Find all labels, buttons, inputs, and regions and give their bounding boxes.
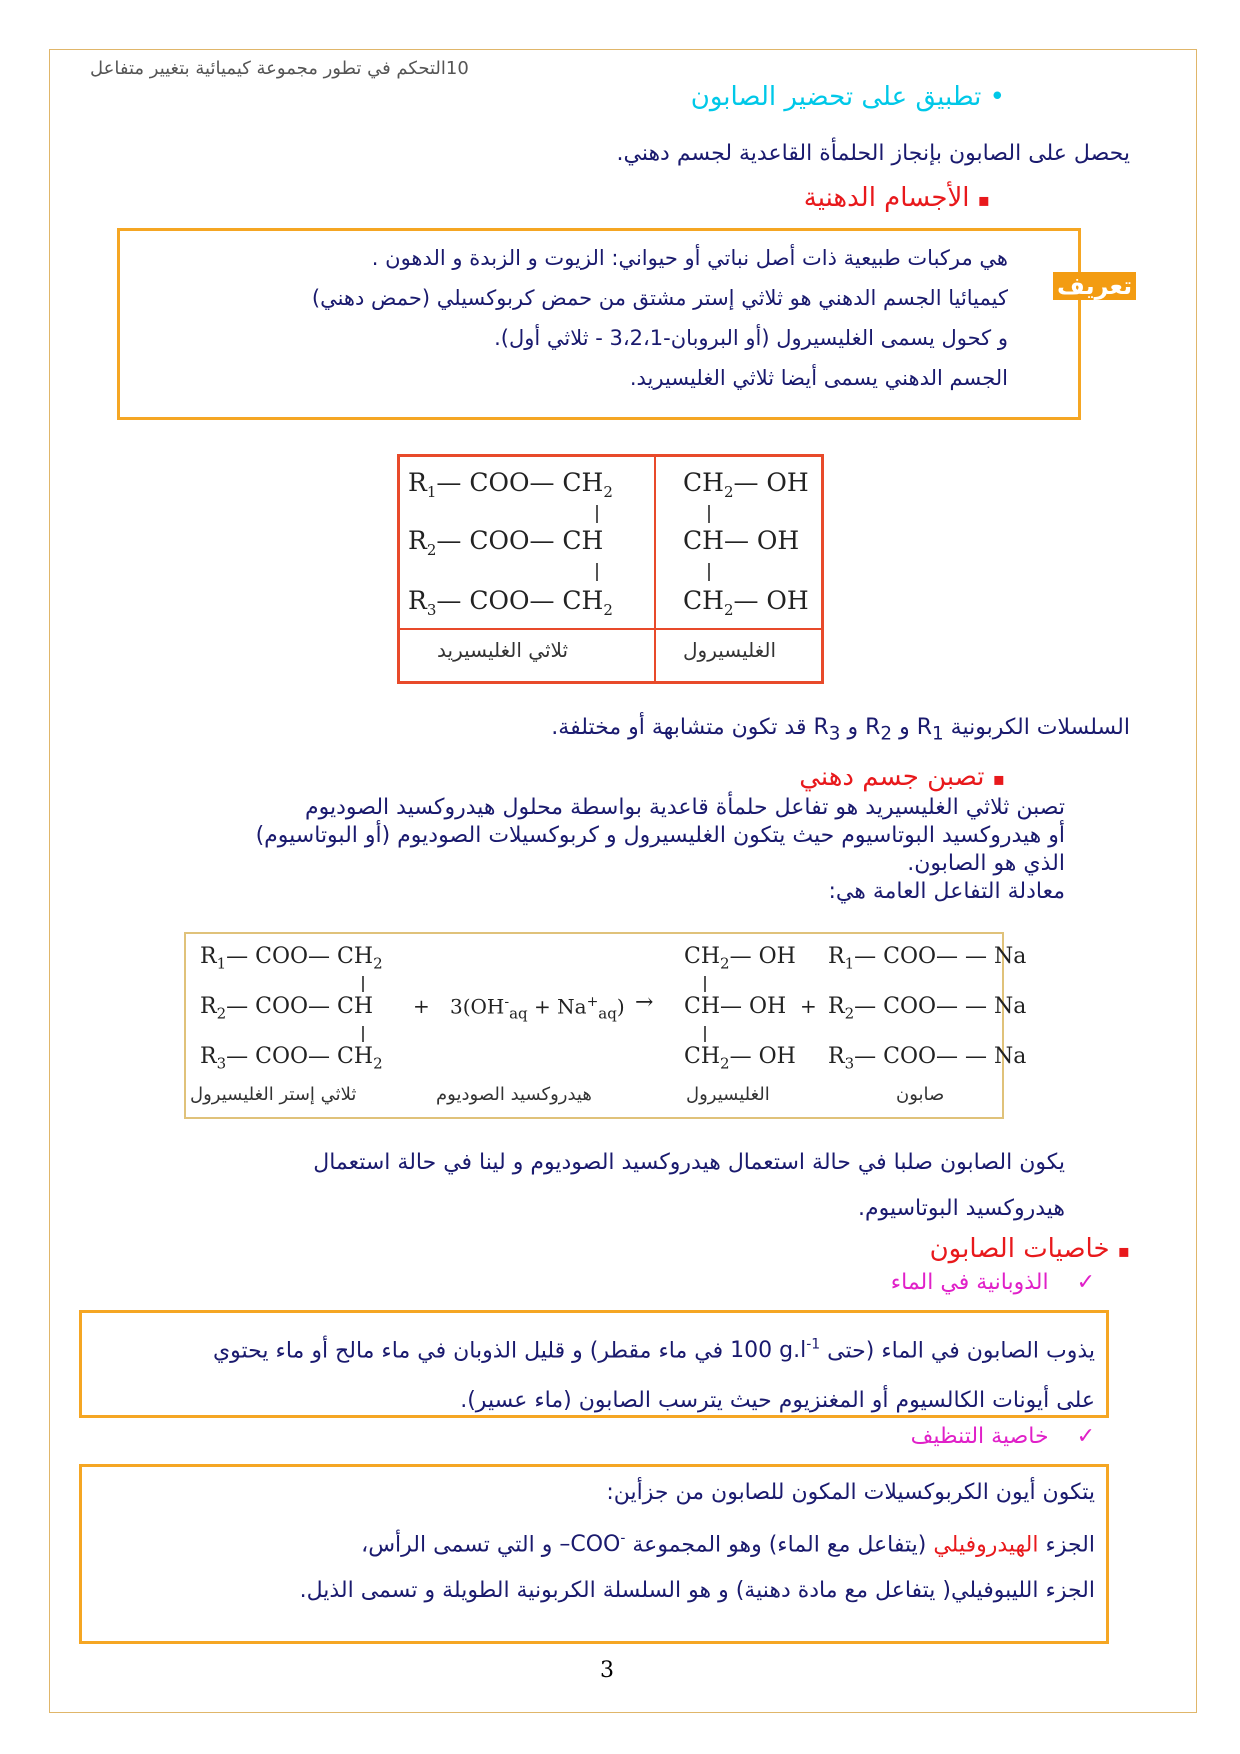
bond-line (708, 563, 710, 581)
eq-gly-row-3: $CH_2—$ OH (684, 1044, 796, 1073)
bullet: ▪ (992, 769, 1005, 790)
eq-soap-row-1: $R_1—$ COO— — Na (828, 944, 1027, 973)
eq-soap-row-3: $R_3—$ COO— — Na (828, 1044, 1027, 1073)
eq-gly-row-2: CH— OH (684, 994, 787, 1019)
soap-state-text: يكون الصابون صلبا في حالة استعمال هيدروكسيد الصوديوم و لينا في حالة استعمال هيدروكسيد البوتاسيوم. (313, 1150, 1065, 1221)
eq-gly-row-1: $CH_2—$ OH (684, 944, 796, 973)
definition-line: و كحول يسمى الغليسيرول (أو البروبان-3،2،1 - ثلاثي أول). (494, 326, 1008, 350)
plus-sign: + (800, 994, 817, 1018)
definition-text (312, 238, 1008, 398)
glycerol-label: الغليسيرول (683, 638, 777, 662)
bond-line (704, 1026, 706, 1042)
definition-line: هي مركبات طبيعية ذات أصل نباتي أو حيواني: الزيوت و الزبدة و الدهون . (371, 246, 1008, 270)
table-divider (399, 628, 822, 630)
eq-label-hydroxide: هيدروكسيد الصوديوم (436, 1084, 592, 1105)
check-icon: ✓ (1076, 1424, 1095, 1449)
bond-line (362, 976, 364, 992)
plus-sign: + (413, 994, 430, 1018)
gly-row-2: CH— OH (683, 526, 800, 555)
section-title-text: خاصيات الصابون (929, 1234, 1110, 1264)
chains-note: السلسلات الكربونية $R_1$ و $R_2$ و $R_3$ قد تكون متشابهة أو مختلفة. (551, 715, 1130, 745)
section-title-properties (930, 1234, 1130, 1264)
hydroxide-reagent: $3(OH^-_{aq} + Na^+_{aq})$ (450, 994, 625, 1023)
tri-row-1: $R_1—$ COO— $CH_2$ (408, 468, 613, 501)
saponification-text: تصبن ثلاثي الغليسيريد هو تفاعل حلمأة قاعدية بواسطة محلول هيدروكسيد الصوديوم أو هيدروكسيد البوتاسيوم حيث يتكون الغليسيرول و كربوكسيلات الصوديوم (أو البوتاسيوم) الذي هو الصابون. معادلة التفاعل العامة هي: (255, 795, 1065, 904)
tri-row-3: $R_3—$ COO— $CH_2$ (408, 586, 613, 619)
definition-line: كيميائيا الجسم الدهني هو ثلاثي إستر مشتق من حمض كربوكسيلي (حمض دهني) (311, 286, 1008, 310)
check-icon: ✓ (1076, 1270, 1095, 1295)
intro-paragraph: يحصل على الصابون بإنجاز الحلمأة القاعدية لجسم دهني. (616, 141, 1130, 166)
bond-line (596, 563, 598, 581)
page-header: 10التحكم في تطور مجموعة كيميائية بتغيير متفاعل (90, 58, 469, 79)
section-title-text: الأجسام الدهنية (803, 183, 970, 213)
eq-label-glycerol: الغليسيرول (686, 1084, 770, 1105)
section-title-saponification (799, 762, 1005, 792)
triglyceride-label: ثلاثي الغليسيريد (437, 638, 569, 662)
bullet: • (989, 82, 1005, 112)
bullet: ▪ (1117, 1241, 1130, 1262)
bond-line (708, 505, 710, 523)
bond-line (596, 505, 598, 523)
eq-label-ester: ثلاثي إستر الغليسيرول (190, 1084, 357, 1105)
page-number: 3 (600, 1658, 614, 1683)
reaction-arrow: → (635, 990, 654, 1015)
bullet: ▪ (977, 190, 990, 211)
gly-row-3: $CH_2—$ OH (683, 586, 809, 619)
eq-soap-row-2: $R_2—$ COO— — Na (828, 994, 1027, 1023)
solubility-text: يذوب الصابون في الماء (حتى 100 $g.l^{-1}$ في ماء مقطر) و قليل الذوبان في ماء مالح أو ماء يحتوي على أيونات الكالسيوم أو المغنزيوم حيث يترسب الصابون (ماء عسير). (212, 1337, 1095, 1414)
tri-row-2: $R_2—$ COO— CH (408, 526, 604, 559)
subtitle-cleaning: ✓ خاصية التنظيف (910, 1424, 1095, 1449)
bond-line (362, 1026, 364, 1042)
eq-ester-row-3: $R_3—$ COO— $CH_2$ (200, 1044, 383, 1073)
bond-line (704, 976, 706, 992)
section-title-text: تصبن جسم دهني (799, 762, 985, 792)
definition-line: الجسم الدهني يسمى أيضا ثلاثي الغليسيريد. (629, 366, 1008, 390)
definition-badge: تعريف (1053, 272, 1136, 300)
eq-label-soap: صابون (896, 1084, 945, 1105)
table-divider (654, 456, 656, 682)
section-title-soap-prep (691, 82, 1005, 112)
subtitle-solubility: ✓ الذوبانية في الماء (890, 1270, 1095, 1295)
cleaning-text: يتكون أيون الكربوكسيلات المكون للصابون من جزأين: الجزء الهيدروفيلي (يتفاعل مع الماء) وهو المجموعة –COO- و التي تسمى الرأس، الجزء الليبوفيلي( يتفاعل مع مادة دهنية) و هو السلسلة الكربونية الطويلة و تسمى الذيل. (299, 1480, 1095, 1604)
section-title-fats (804, 183, 990, 213)
gly-row-1: $CH_2—$ OH (683, 468, 809, 501)
eq-ester-row-2: $R_2—$ COO— CH (200, 994, 374, 1023)
eq-ester-row-1: $R_1—$ COO— $CH_2$ (200, 944, 383, 973)
section-title-text: تطبيق على تحضير الصابون (690, 82, 982, 112)
